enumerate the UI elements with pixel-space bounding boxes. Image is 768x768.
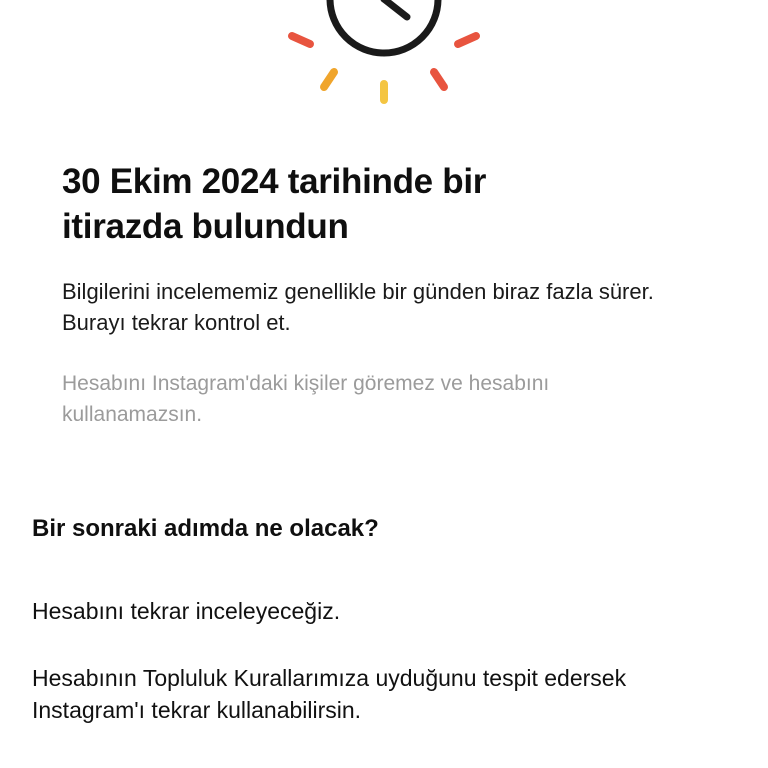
- page-title: 30 Ekim 2024 tarihinde bir itirazda bulundun: [62, 162, 487, 246]
- next-step-paragraph-2: Hesabının Topluluk Kurallarımıza uyduğunu tespit edersek Instagram'ı tekrar kullanabilirsin.: [32, 664, 627, 724]
- account-visibility-note: Hesabını Instagram'daki kişiler göremez ve hesabını kullanamazsın.: [62, 372, 550, 426]
- clock-illustration: [0, 0, 768, 114]
- next-step-paragraph-1: Hesabını tekrar inceleyeceğiz.: [32, 598, 341, 624]
- status-description: Bilgilerini incelememiz genellikle bir günden biraz fazla sürer. Burayı tekrar kontrol et.: [62, 278, 654, 336]
- clock-icon: [254, 0, 514, 114]
- status-content: [0, 160, 768, 430]
- next-step-section: [0, 515, 768, 761]
- next-step-title: Bir sonraki adımda ne olacak?: [32, 515, 379, 542]
